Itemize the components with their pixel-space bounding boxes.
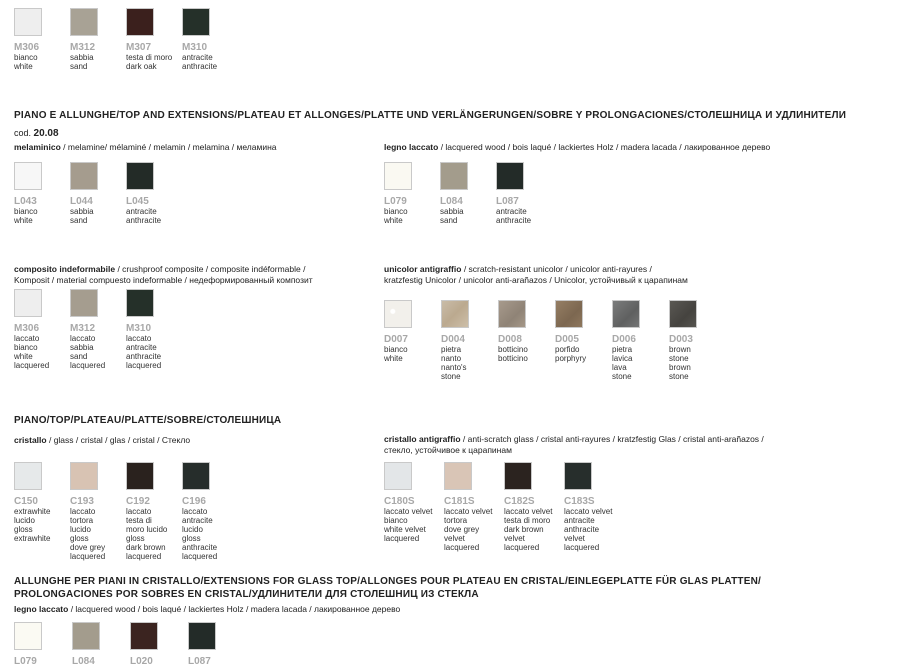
swatch-chip <box>72 622 100 650</box>
swatch-label: gloss <box>14 525 33 534</box>
material-translations: / scratch-resistant unicolor / unicolor anti-rayures / <box>461 264 652 274</box>
swatch-chip <box>126 162 154 190</box>
swatch-chip <box>498 300 526 328</box>
swatch-label: tortora <box>70 516 94 525</box>
swatch-chip <box>612 300 640 328</box>
swatch-label: antracite <box>564 516 595 525</box>
material-label-unicolor <box>384 264 688 285</box>
color-swatch-c180s <box>384 462 432 543</box>
swatch-code: L084 <box>440 196 463 207</box>
color-swatch-l044 <box>70 162 98 225</box>
swatch-label: lacquered <box>70 361 106 370</box>
material-translations-2: Komposit / material compuesto indeformable / недеформированный композит <box>14 274 313 285</box>
swatch-label: lacquered <box>504 543 540 552</box>
swatch-label: testa di moro <box>126 53 173 62</box>
swatch-code: L087 <box>496 196 519 207</box>
swatch-label: pietra <box>441 345 462 354</box>
swatch-label: sabbia <box>70 207 94 216</box>
swatch-label: gloss <box>70 534 89 543</box>
swatch-label: gloss <box>182 534 201 543</box>
swatch-label: lucido <box>14 516 35 525</box>
material-translations-2: стекло, устойчивое к царапинам <box>384 444 512 455</box>
swatch-label: tortora <box>444 516 468 525</box>
cod-value: 20.08 <box>33 128 59 139</box>
swatch-label: brown <box>669 363 691 372</box>
material-title: melaminico <box>14 142 61 152</box>
swatch-chip <box>188 622 216 650</box>
swatch-label: extrawhite <box>14 534 51 543</box>
swatch-label: white <box>14 62 33 71</box>
material-title: cristallo antigraffio <box>384 434 461 444</box>
swatch-code: C181S <box>444 496 475 507</box>
swatch-label: anthracite <box>182 543 218 552</box>
swatch-label: bianco <box>384 516 408 525</box>
swatch-code: L087 <box>188 656 211 667</box>
swatch-label: bianco <box>14 53 38 62</box>
swatch-code: C192 <box>126 496 150 507</box>
swatch-code: L084 <box>72 656 95 667</box>
color-swatch-d004 <box>441 300 469 381</box>
swatch-code: M310 <box>126 323 152 334</box>
material-translations: / glass / cristal / glas / cristal / Стекло <box>46 435 191 445</box>
material-translations: / crushproof composite / composite indéformable / <box>115 264 306 274</box>
swatch-label: white <box>384 216 403 225</box>
swatch-code: C193 <box>70 496 94 507</box>
swatch-label: lacquered <box>444 543 480 552</box>
swatch-label: anthracite <box>564 525 600 534</box>
swatch-code: C180S <box>384 496 415 507</box>
material-title: legno laccato <box>384 142 439 152</box>
swatch-chip <box>440 162 468 190</box>
color-swatch-c181s <box>444 462 492 552</box>
swatch-code: L020 <box>130 656 153 667</box>
swatch-label: stone <box>669 372 689 381</box>
swatch-label: dark oak <box>126 62 157 71</box>
swatch-code: L079 <box>384 196 407 207</box>
material-title: unicolor antigraffio <box>384 264 462 274</box>
swatch-code: D004 <box>441 334 465 345</box>
swatch-chip <box>14 289 42 317</box>
swatch-label: lavica <box>612 354 633 363</box>
swatch-chip <box>70 8 98 36</box>
swatch-chip <box>70 462 98 490</box>
swatch-label: lacquered <box>126 361 162 370</box>
swatch-chip <box>182 462 210 490</box>
swatch-code: D006 <box>612 334 636 345</box>
swatch-code: D007 <box>384 334 408 345</box>
swatch-label: botticino <box>498 345 528 354</box>
swatch-label: bianco <box>14 343 38 352</box>
swatch-chip <box>669 300 697 328</box>
swatch-label: velvet <box>444 534 465 543</box>
swatch-chip <box>384 462 412 490</box>
color-swatch-d006 <box>612 300 640 381</box>
swatch-label: white velvet <box>384 525 426 534</box>
color-swatch-l087 <box>188 622 216 667</box>
swatch-label: sand <box>440 216 458 225</box>
color-swatch-l084 <box>440 162 468 225</box>
swatch-label: sabbia <box>440 207 464 216</box>
swatch-chip <box>126 289 154 317</box>
swatch-label: bianco <box>384 207 408 216</box>
swatch-chip <box>384 300 412 328</box>
swatch-label: white <box>14 216 33 225</box>
color-swatch-l079 <box>14 622 42 667</box>
color-swatch-m310 <box>182 8 217 71</box>
swatch-label: sabbia <box>70 343 94 352</box>
swatch-label: laccato <box>182 507 208 516</box>
swatch-label: lava <box>612 363 627 372</box>
swatch-chip <box>564 462 592 490</box>
swatch-label: antracite <box>126 343 157 352</box>
swatch-code: L045 <box>126 196 149 207</box>
material-translations-2: kratzfestig Unicolor / unicolor anti-arañazos / Unicolor, устойчивый к царапинам <box>384 274 688 285</box>
swatch-chip <box>496 162 524 190</box>
swatch-code: L043 <box>14 196 37 207</box>
swatch-label: laccato <box>126 334 152 343</box>
color-swatch-c183s <box>564 462 612 552</box>
swatch-code: C182S <box>504 496 535 507</box>
swatch-chip <box>70 162 98 190</box>
swatch-label: dark brown <box>504 525 544 534</box>
swatch-label: testa di <box>126 516 152 525</box>
material-translations: / anti-scratch glass / cristal anti-rayures / kratzfestig Glas / cristal anti-arañazos / <box>460 434 764 444</box>
swatch-label: testa di moro <box>504 516 551 525</box>
color-swatch-l079 <box>384 162 412 225</box>
swatch-label: velvet <box>504 534 525 543</box>
color-swatch-l084 <box>72 622 100 667</box>
swatch-chip <box>126 462 154 490</box>
swatch-chip <box>130 622 158 650</box>
swatch-label: gloss <box>126 534 145 543</box>
color-swatch-d008 <box>498 300 528 363</box>
material-title: cristallo <box>14 435 47 445</box>
color-swatch-c192 <box>126 462 167 561</box>
color-swatch-d007 <box>384 300 412 363</box>
swatch-chip <box>14 462 42 490</box>
swatch-label: sabbia <box>70 53 94 62</box>
swatch-code: L044 <box>70 196 93 207</box>
heading-line-2: PROLONGACIONES POR SOBRES EN CRISTAL/УДЛИНИТЕЛИ ДЛЯ СТОЛЕШНИЦ ИЗ СТЕКЛА <box>14 589 479 600</box>
swatch-code: M312 <box>70 42 96 53</box>
color-swatch-m306 <box>14 8 42 71</box>
swatch-label: moro lucido <box>126 525 168 534</box>
swatch-label: botticino <box>498 354 528 363</box>
swatch-label: antracite <box>182 53 213 62</box>
swatch-code: C196 <box>182 496 206 507</box>
swatch-label: dark brown <box>126 543 166 552</box>
section-heading-top: PIANO/TOP/PLATEAU/PLATTE/SOBRE/СТОЛЕШНИЦА <box>14 415 282 426</box>
material-label-melaminico <box>14 142 277 152</box>
material-label-cristallo <box>14 435 190 445</box>
swatch-code: L079 <box>14 656 37 667</box>
color-swatch-m310 <box>126 289 161 370</box>
material-label-legno-laccato-ext <box>14 604 400 614</box>
swatch-code: M312 <box>70 323 96 334</box>
swatch-label: lucido <box>70 525 91 534</box>
swatch-chip <box>126 8 154 36</box>
material-title: composito indeformabile <box>14 264 116 274</box>
swatch-label: porphyry <box>555 354 587 363</box>
swatch-label: sand <box>70 216 88 225</box>
swatch-label: pietra <box>612 345 633 354</box>
swatch-code: M307 <box>126 42 152 53</box>
swatch-code: C183S <box>564 496 595 507</box>
swatch-code: D008 <box>498 334 522 345</box>
swatch-label: nanto's <box>441 363 467 372</box>
swatch-label: porfido <box>555 345 580 354</box>
swatch-chip <box>182 8 210 36</box>
swatch-label: sand <box>70 62 88 71</box>
swatch-label: white <box>14 352 33 361</box>
swatch-code: M306 <box>14 42 40 53</box>
swatch-label: velvet <box>564 534 585 543</box>
swatch-label: laccato <box>70 334 96 343</box>
swatch-label: stone <box>669 354 689 363</box>
swatch-code: M306 <box>14 323 40 334</box>
swatch-label: stone <box>612 372 632 381</box>
color-swatch-d003 <box>669 300 697 381</box>
color-swatch-m312 <box>70 8 98 71</box>
color-swatch-c182s <box>504 462 552 552</box>
color-swatch-m307 <box>126 8 172 71</box>
swatch-chip <box>70 289 98 317</box>
swatch-code: D005 <box>555 334 579 345</box>
swatch-chip <box>14 622 42 650</box>
swatch-chip <box>14 8 42 36</box>
swatch-label: sand <box>70 352 88 361</box>
material-label-cristallo-antigraffio <box>384 434 764 455</box>
material-translations: / lacquered wood / bois laqué / lackiertes Holz / madera lacada / лакированное дерево <box>438 142 771 152</box>
heading-line-1: ALLUNGHE PER PIANI IN CRISTALLO/EXTENSIONS FOR GLASS TOP/ALLONGES POUR PLATEAU EN CRISTAL/EINLEGEPLATTE FÜR GLAS PLATTEN/ <box>14 576 762 587</box>
swatch-label: white <box>384 354 403 363</box>
color-swatch-l020 <box>130 622 158 667</box>
material-label-legno-laccato <box>384 142 770 152</box>
material-translations: / lacquered wood / bois laqué / lackiertes Holz / madera lacada / лакированное дерево <box>68 604 401 614</box>
swatch-label: dove grey <box>70 543 106 552</box>
material-translations: / melamine/ mélaminé / melamin / melamina / меламина <box>60 142 277 152</box>
swatch-chip <box>14 162 42 190</box>
swatch-chip <box>444 462 472 490</box>
swatch-label: antracite <box>496 207 527 216</box>
swatch-chip <box>384 162 412 190</box>
swatch-label: brown <box>669 345 691 354</box>
color-swatch-m306 <box>14 289 49 370</box>
swatch-chip <box>555 300 583 328</box>
swatch-label: nanto <box>441 354 462 363</box>
swatch-label: lacquered <box>70 552 106 561</box>
swatch-label: lacquered <box>14 361 50 370</box>
material-title: legno laccato <box>14 604 69 614</box>
swatch-label: laccato velvet <box>504 507 553 516</box>
swatch-label: bianco <box>14 207 38 216</box>
swatch-label: antracite <box>182 516 213 525</box>
swatch-code: M310 <box>182 42 208 53</box>
swatch-label: anthracite <box>126 216 162 225</box>
swatch-label: bianco <box>384 345 408 354</box>
swatch-label: lucido <box>182 525 203 534</box>
swatch-label: laccato <box>14 334 40 343</box>
swatch-label: laccato velvet <box>384 507 433 516</box>
section-heading-glass-extensions <box>14 575 761 601</box>
color-swatch-l043 <box>14 162 42 225</box>
color-swatch-l087 <box>496 162 531 225</box>
section-heading-top-extensions: PIANO E ALLUNGHE/TOP AND EXTENSIONS/PLATEAU ET ALLONGES/PLATTE UND VERLÄNGERUNGEN/SOBRE Y PROLONGACIONES/СТОЛЕШНИЦА И УДЛИНИТЕЛИ <box>14 110 847 121</box>
swatch-code: D003 <box>669 334 693 345</box>
color-swatch-l045 <box>126 162 161 225</box>
cod-prefix: cod. <box>14 128 32 138</box>
swatch-chip <box>441 300 469 328</box>
color-swatch-c196 <box>182 462 217 561</box>
swatch-label: anthracite <box>126 352 162 361</box>
swatch-label: laccato <box>126 507 152 516</box>
swatch-label: laccato <box>70 507 96 516</box>
swatch-label: laccato velvet <box>564 507 613 516</box>
swatch-label: anthracite <box>182 62 218 71</box>
swatch-label: anthracite <box>496 216 532 225</box>
swatch-code: C150 <box>14 496 38 507</box>
swatch-label: lacquered <box>182 552 218 561</box>
swatch-label: lacquered <box>564 543 600 552</box>
swatch-chip <box>504 462 532 490</box>
swatch-label: stone <box>441 372 461 381</box>
color-swatch-m312 <box>70 289 105 370</box>
swatch-label: lacquered <box>384 534 420 543</box>
swatch-label: lacquered <box>126 552 162 561</box>
swatch-label: laccato velvet <box>444 507 493 516</box>
swatch-label: extrawhite <box>14 507 51 516</box>
color-swatch-c150 <box>14 462 50 543</box>
color-swatch-d005 <box>555 300 586 363</box>
color-swatch-c193 <box>70 462 105 561</box>
swatch-label: antracite <box>126 207 157 216</box>
cod-label <box>14 128 59 139</box>
swatch-label: dove grey <box>444 525 480 534</box>
material-label-composito <box>14 264 313 285</box>
